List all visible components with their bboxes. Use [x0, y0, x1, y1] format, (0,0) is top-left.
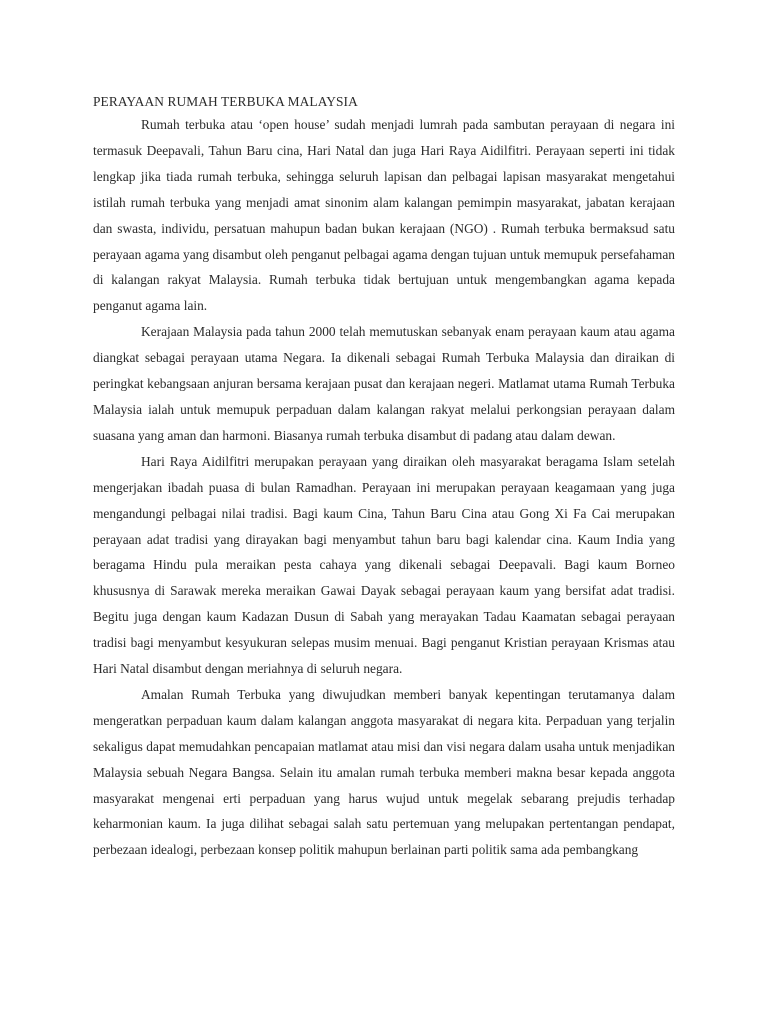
paragraph-2: Kerajaan Malaysia pada tahun 2000 telah memutuskan sebanyak enam perayaan kaum atau agama diangkat sebagai perayaan utama Negara. Ia dikenali sebagai Rumah Terbuka Malaysia dan diraikan di peringkat kebangsaan anjuran bersama kerajaan pusat dan kerajaan negeri. Matlamat utama Rumah Terbuka Malaysia ialah untuk memupuk perpaduan dalam kalangan rakyat melalui perkongsian perayaan dalam suasana yang aman dan harmoni. Biasanya rumah terbuka disambut di padang atau dalam dewan. — [93, 324, 675, 443]
document-body — [93, 91, 675, 863]
paragraph-1: Rumah terbuka atau ‘open house’ sudah menjadi lumrah pada sambutan perayaan di negara ini termasuk Deepavali, Tahun Baru cina, Hari Natal dan juga Hari Raya Aidilfitri. Perayaan seperti ini tidak lengkap jika tiada rumah terbuka, sehingga seluruh lapisan dan pelbagai lapisan masyarakat mengetahui istilah rumah terbuka yang menjadi amat sinonim alam kalangan pemimpin masyarakat, jabatan kerajaan dan swasta, individu, persatuan mahupun badan bukan kerajaan (NGO) . Rumah terbuka bermaksud satu perayaan agama yang disambut oleh penganut pelbagai agama dengan tujuan untuk memupuk persefahaman di kalangan rakyat Malaysia. Rumah terbuka tidak bertujuan untuk mengembangkan agama kepada penganut agama lain. — [93, 117, 675, 314]
paragraph-3: Hari Raya Aidilfitri merupakan perayaan yang diraikan oleh masyarakat beragama Islam setelah mengerjakan ibadah puasa di bulan Ramadhan. Perayaan ini merupakan perayaan keagamaan yang juga mengandungi pelbagai nilai tradisi. Bagi kaum Cina, Tahun Baru Cina atau Gong Xi Fa Cai merupakan perayaan adat tradisi yang dirayakan bagi menyambut tahun baru bagi kalendar cina. Kaum India yang beragama Hindu pula meraikan pesta cahaya yang dikenali sebagai Deepavali. Bagi kaum Borneo khususnya di Sarawak mereka meraikan Gawai Dayak sebagai perayaan kaum yang bersifat adat tradisi. Begitu juga dengan kaum Kadazan Dusun di Sabah yang merayakan Tadau Kaamatan sebagai perayaan tradisi bagi menyambut kesyukuran selepas musim menuai. Bagi penganut Kristian perayaan Krismas atau Hari Natal disambut dengan meriahnya di seluruh negara. — [93, 453, 675, 677]
document-title: PERAYAAN RUMAH TERBUKA MALAYSIA — [93, 94, 358, 109]
paragraph-4: Amalan Rumah Terbuka yang diwujudkan memberi banyak kepentingan terutamanya dalam mengeratkan perpaduan kaum dalam kalangan anggota masyarakat di negara kita. Perpaduan yang terjalin sekaligus dapat memudahkan pencapaian matlamat atau misi dan visi negara dalam usaha untuk menjadikan Malaysia sebuah Negara Bangsa. Selain itu amalan rumah terbuka memberi makna besar kepada anggota masyarakat mengenai erti perpaduan yang harus wujud untuk megelak sebarang prejudis terhadap keharmonian kaum. Ia juga dilihat sebagai salah satu pertemuan yang melupakan pertentangan pendapat, perbezaan idealogi, perbezaan konsep politik mahupun berlainan parti politik sama ada pembangkang — [93, 686, 675, 858]
